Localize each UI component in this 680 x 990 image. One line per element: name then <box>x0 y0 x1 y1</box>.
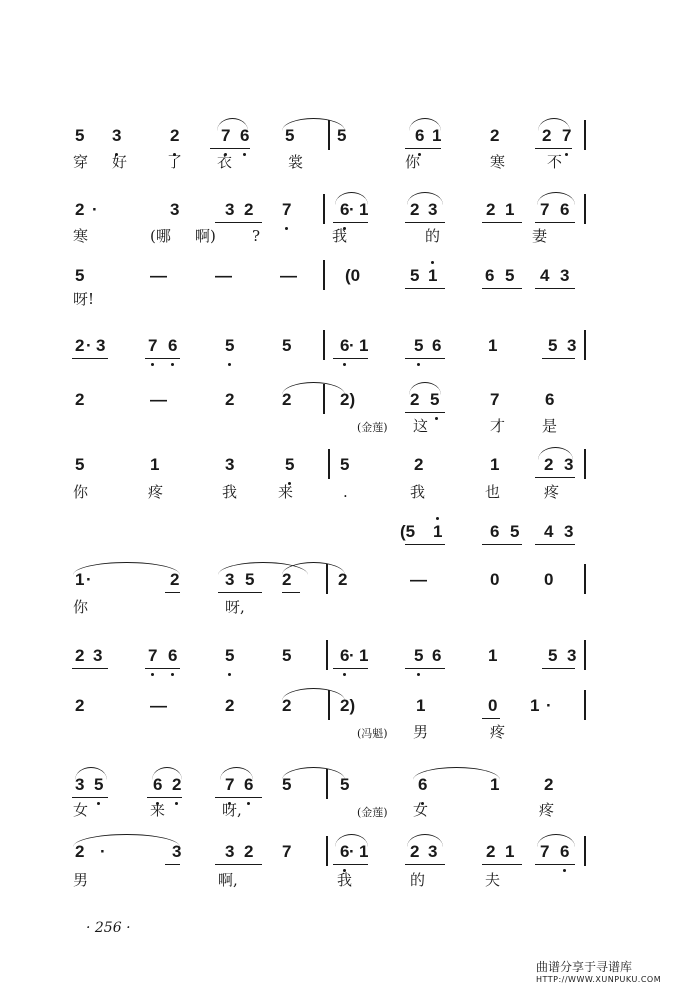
note: 6 <box>415 126 425 145</box>
beam-line <box>72 668 108 669</box>
lyric: 我 <box>332 227 348 245</box>
beam-line <box>215 797 262 798</box>
note: 1 <box>490 775 500 794</box>
note: 5 <box>548 336 558 355</box>
beam-line <box>482 864 522 865</box>
note: 1 <box>488 646 498 665</box>
barline <box>326 836 328 866</box>
note: 5 <box>510 522 520 541</box>
note: 6 <box>240 126 250 145</box>
slur <box>282 382 345 395</box>
lyric: 寒 <box>490 153 506 171</box>
slur <box>409 382 441 395</box>
lyric: 来 <box>278 483 294 501</box>
note: 2 <box>486 200 496 219</box>
note: 7 <box>282 842 292 861</box>
note: 6 <box>153 775 163 794</box>
beam-line <box>72 358 108 359</box>
watermark-url: HTTP://WWW.XUNPUKU.COM <box>536 975 662 984</box>
octave-dot <box>171 363 174 366</box>
beam-line <box>145 358 180 359</box>
note: 6 <box>485 266 495 285</box>
note: 1 <box>428 266 438 285</box>
note: 2) <box>340 696 356 715</box>
note: 2) <box>340 390 356 409</box>
note: 2 <box>410 200 420 219</box>
beam-line <box>210 148 250 149</box>
note: 2 <box>282 570 292 589</box>
note: 1 <box>359 336 369 355</box>
beam-line <box>333 222 368 223</box>
note: 0 <box>544 570 554 589</box>
lyric: 来 <box>150 801 166 819</box>
note: 1 <box>530 696 540 715</box>
beam-line <box>218 592 262 593</box>
octave-dot <box>417 363 420 366</box>
beam-line <box>165 592 180 593</box>
barline <box>323 260 325 290</box>
note: 3 <box>225 455 235 474</box>
note: 4 <box>544 522 554 541</box>
note: 2 <box>244 842 254 861</box>
beam-line <box>405 288 445 289</box>
beam-line <box>405 148 441 149</box>
barline <box>328 120 330 150</box>
octave-dot <box>565 153 568 156</box>
note: 2 <box>75 646 85 665</box>
beam-line <box>482 544 522 545</box>
barline <box>326 564 328 594</box>
note: 1 <box>150 455 160 474</box>
beam-line <box>482 288 522 289</box>
lyric: ? <box>252 227 261 245</box>
note: 5 <box>282 646 292 665</box>
note: 6 <box>340 336 350 355</box>
note: 2 <box>490 126 500 145</box>
note: 6 <box>545 390 555 409</box>
beam-line <box>482 718 500 719</box>
note: 3 <box>564 455 574 474</box>
page-number: · 256 · <box>86 920 131 936</box>
note: 3 <box>567 336 577 355</box>
note: 2 <box>244 200 254 219</box>
lyric: 男 <box>73 871 89 889</box>
note: 5 <box>94 775 104 794</box>
lyric: . <box>343 483 348 501</box>
note: 2 <box>414 455 424 474</box>
beam-line <box>405 222 445 223</box>
slur <box>282 118 345 131</box>
slur <box>538 118 570 131</box>
note: 7 <box>540 200 550 219</box>
note: 3 <box>96 336 106 355</box>
beam-line <box>405 358 445 359</box>
beam-line <box>333 864 368 865</box>
barline <box>584 194 586 224</box>
note: 6 <box>432 646 442 665</box>
beam-line <box>333 358 368 359</box>
octave-dot <box>343 673 346 676</box>
note: 4 <box>540 266 550 285</box>
barline <box>323 194 325 224</box>
octave-dot <box>563 869 566 872</box>
beam-line <box>482 222 522 223</box>
octave-dot <box>171 673 174 676</box>
lyric: (哪 <box>150 227 171 245</box>
note: 6 <box>168 336 178 355</box>
note: 2 <box>75 390 85 409</box>
slur <box>335 192 368 205</box>
note: · <box>349 336 355 355</box>
note: 3 <box>93 646 103 665</box>
lyric: 呀, <box>225 598 245 616</box>
note: 6 <box>490 522 500 541</box>
note: 7 <box>221 126 231 145</box>
beam-line <box>215 222 262 223</box>
lyric: 疼 <box>490 723 506 741</box>
note: · <box>349 842 355 861</box>
note: 5 <box>75 126 85 145</box>
octave-dot <box>247 802 250 805</box>
singer-label: (金莲) <box>357 421 388 434</box>
note: 2 <box>544 775 554 794</box>
octave-dot <box>243 153 246 156</box>
slur <box>537 834 575 847</box>
lyric: 也 <box>485 483 501 501</box>
note: 5 <box>225 646 235 665</box>
note: 2 <box>486 842 496 861</box>
beam-line <box>535 222 575 223</box>
note: 5 <box>414 646 424 665</box>
note: 6 <box>168 646 178 665</box>
octave-dot <box>431 261 434 264</box>
note: 6 <box>340 842 350 861</box>
beam-line <box>542 358 575 359</box>
note: 1 <box>359 842 369 861</box>
beam-line <box>542 668 575 669</box>
lyric: 疼 <box>544 483 560 501</box>
slur <box>282 767 345 780</box>
note: 3 <box>225 200 235 219</box>
octave-dot <box>151 363 154 366</box>
beam-line <box>282 592 300 593</box>
note: 1 <box>490 455 500 474</box>
note: 5 <box>225 336 235 355</box>
beam-line <box>405 412 445 413</box>
note: 3 <box>567 646 577 665</box>
octave-dot <box>151 673 154 676</box>
note: 5 <box>340 455 350 474</box>
octave-dot <box>436 517 439 520</box>
note: 5 <box>282 775 292 794</box>
note: (0 <box>345 266 361 285</box>
octave-dot <box>285 227 288 230</box>
lyric: 我 <box>337 871 353 889</box>
lyric: 女 <box>413 801 429 819</box>
lyric: 你 <box>73 598 89 616</box>
note: 3 <box>428 200 438 219</box>
octave-dot <box>343 363 346 366</box>
slur <box>409 118 441 131</box>
octave-dot <box>228 673 231 676</box>
lyric: 夫 <box>485 871 501 889</box>
note: 6 <box>432 336 442 355</box>
note: · <box>86 570 92 589</box>
lyric: 裳 <box>288 153 304 171</box>
barline <box>584 836 586 866</box>
note: 6 <box>340 646 350 665</box>
note: — <box>215 266 232 285</box>
lyric: 好 <box>112 153 128 171</box>
note: 5 <box>75 455 85 474</box>
note: 6 <box>244 775 254 794</box>
beam-line <box>535 864 575 865</box>
note: 7 <box>540 842 550 861</box>
note: 7 <box>282 200 292 219</box>
lyric: 疼 <box>539 801 555 819</box>
beam-line <box>535 148 572 149</box>
note: 5 <box>282 336 292 355</box>
beam-line <box>165 864 180 865</box>
slur <box>73 562 180 575</box>
lyric: 男 <box>413 723 429 741</box>
note: — <box>410 570 427 589</box>
lyric: 啊, <box>218 871 238 889</box>
lyric: 了 <box>167 153 183 171</box>
lyric: 的 <box>410 871 426 889</box>
note: 2 <box>542 126 552 145</box>
beam-line <box>145 668 180 669</box>
beam-line <box>72 797 108 798</box>
singer-label: (冯魁) <box>357 727 388 740</box>
lyric: 疼 <box>148 483 164 501</box>
slur <box>407 834 443 847</box>
note: 2 <box>75 696 85 715</box>
slur <box>407 192 443 205</box>
barline <box>328 690 330 720</box>
note: 2 <box>282 390 292 409</box>
barline <box>584 564 586 594</box>
lyric: 女 <box>73 801 89 819</box>
octave-dot <box>97 802 100 805</box>
lyric: 寒 <box>73 227 89 245</box>
note: 2 <box>75 842 85 861</box>
note: 0 <box>488 696 498 715</box>
slur <box>537 192 575 205</box>
note: 1 <box>505 200 515 219</box>
slur <box>152 767 182 780</box>
beam-line <box>535 477 575 478</box>
note: 1 <box>505 842 515 861</box>
slur <box>220 767 253 780</box>
note: · <box>92 200 98 219</box>
octave-dot <box>175 802 178 805</box>
barline <box>323 384 325 414</box>
note: 1 <box>359 200 369 219</box>
barline <box>326 640 328 670</box>
note: 5 <box>285 126 295 145</box>
note: 0 <box>490 570 500 589</box>
note: — <box>150 696 167 715</box>
beam-line <box>535 544 575 545</box>
lyric: 我 <box>410 483 426 501</box>
lyric: 是 <box>542 417 558 435</box>
note: 2 <box>170 570 180 589</box>
note: 5 <box>414 336 424 355</box>
slur <box>538 447 573 460</box>
barline <box>584 449 586 479</box>
note: 7 <box>562 126 572 145</box>
lyric: 你 <box>73 483 89 501</box>
note: 1 <box>416 696 426 715</box>
watermark-text: 曲谱分享于寻谱库 <box>536 960 633 974</box>
note: · <box>546 696 552 715</box>
slur <box>217 118 248 131</box>
note: (5 <box>400 522 416 541</box>
note: 2 <box>282 696 292 715</box>
lyric: 衣 <box>217 153 233 171</box>
note: 5 <box>337 126 347 145</box>
note: — <box>150 266 167 285</box>
note: 1 <box>359 646 369 665</box>
note: 5 <box>548 646 558 665</box>
slur <box>335 834 368 847</box>
note: 2 <box>75 336 85 355</box>
barline <box>326 769 328 799</box>
note: 3 <box>112 126 122 145</box>
note: 2 <box>225 696 235 715</box>
beam-line <box>215 864 262 865</box>
note: 3 <box>75 775 85 794</box>
note: 3 <box>172 842 182 861</box>
note: 3 <box>225 570 235 589</box>
note: 6 <box>560 200 570 219</box>
lyric: 啊) <box>195 227 216 245</box>
octave-dot <box>435 417 438 420</box>
note: 2 <box>544 455 554 474</box>
octave-dot <box>228 363 231 366</box>
note: 3 <box>428 842 438 861</box>
slur <box>73 834 180 847</box>
note: 5 <box>75 266 85 285</box>
note: 5 <box>340 775 350 794</box>
lyric: 不 <box>547 153 563 171</box>
note: 6 <box>340 200 350 219</box>
note: 1 <box>75 570 85 589</box>
slur <box>413 767 500 780</box>
beam-line <box>535 288 575 289</box>
note: 2 <box>172 775 182 794</box>
lyric: 才 <box>490 417 506 435</box>
note: · <box>86 336 92 355</box>
note: 7 <box>148 646 158 665</box>
note: · <box>349 200 355 219</box>
beam-line <box>405 864 445 865</box>
barline <box>323 330 325 360</box>
lyric: 你 <box>405 153 421 171</box>
note: — <box>280 266 297 285</box>
singer-label: (金莲) <box>357 806 388 819</box>
lyric: 妻 <box>532 227 548 245</box>
note: 6 <box>560 842 570 861</box>
note: 7 <box>225 775 235 794</box>
note: 2 <box>410 390 420 409</box>
lyric: 的 <box>425 227 441 245</box>
slur <box>282 688 345 701</box>
note: 5 <box>245 570 255 589</box>
lyric: 呀, <box>222 801 242 819</box>
barline <box>584 640 586 670</box>
note: 2 <box>338 570 348 589</box>
note: 7 <box>490 390 500 409</box>
slur <box>75 767 107 780</box>
octave-dot <box>417 673 420 676</box>
beam-line <box>333 668 368 669</box>
note: 1 <box>488 336 498 355</box>
note: 1 <box>432 126 442 145</box>
barline <box>584 120 586 150</box>
lyric: 呀! <box>73 290 95 308</box>
barline <box>584 330 586 360</box>
note: 5 <box>505 266 515 285</box>
note: 2 <box>75 200 85 219</box>
lyric: 这 <box>413 417 429 435</box>
note: 5 <box>430 390 440 409</box>
note: 6 <box>418 775 428 794</box>
note: 3 <box>170 200 180 219</box>
note: 3 <box>560 266 570 285</box>
note: 3 <box>564 522 574 541</box>
barline <box>328 449 330 479</box>
note: 2 <box>170 126 180 145</box>
beam-line <box>147 797 182 798</box>
lyric: 穿 <box>73 153 89 171</box>
note: — <box>150 390 167 409</box>
note: 7 <box>148 336 158 355</box>
beam-line <box>405 668 445 669</box>
note: 2 <box>225 390 235 409</box>
note: · <box>100 842 106 861</box>
note: 5 <box>410 266 420 285</box>
note: 5 <box>285 455 295 474</box>
lyric: 我 <box>222 483 238 501</box>
note: 1 <box>433 522 443 541</box>
beam-line <box>405 544 445 545</box>
note: 2 <box>410 842 420 861</box>
note: 3 <box>225 842 235 861</box>
barline <box>584 690 586 720</box>
note: · <box>349 646 355 665</box>
